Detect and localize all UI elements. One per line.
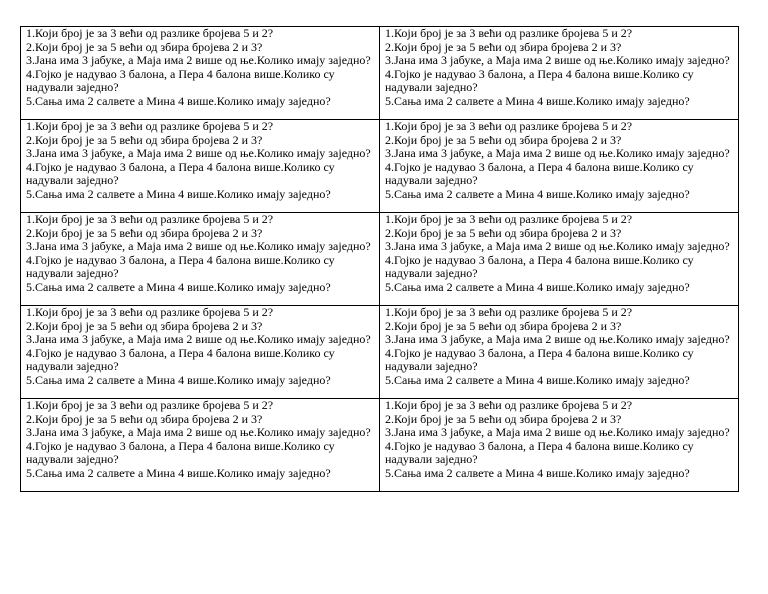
problem-text: 5.Сања има 2 салвете а Мина 4 више.Колико имају заједно? (385, 279, 690, 294)
problem-text: 1.Који број је за 3 већи од разлике бројева 5 и 2? (26, 398, 274, 412)
problem-text: 5.Сања има 2 салвете а Мина 4 више.Колико имају заједно? (385, 93, 690, 108)
problem-text: 2.Који број је за 5 већи од збира бројева 2 и 3? (26, 225, 263, 240)
problem-text: 3.Јана има 3 јабуке, а Маја има 2 више од ње.Колико имају заједно? (385, 239, 730, 253)
problem-text: 5.Сања има 2 салвете а Мина 4 више.Колико имају заједно? (26, 93, 331, 108)
problem-text: 3.Јана има 3 јабуке, а Маја има 2 више од ње.Колико имају заједно? (385, 146, 730, 160)
problem-text: 4.Гојко је надувао 3 балона, а Пера 4 балона више.Колико су надували заједно? (385, 159, 694, 187)
problem-text: 4.Гојко је надувао 3 балона, а Пера 4 балона више.Колико су надували заједно? (26, 438, 335, 466)
problem-text: 4.Гојко је надувао 3 балона, а Пера 4 балона више.Колико су надували заједно? (385, 252, 694, 280)
problem-text: 3.Јана има 3 јабуке, а Маја има 2 више од ње.Колико имају заједно? (26, 146, 371, 160)
worksheet-cell (21, 399, 380, 492)
worksheet-cell (21, 120, 380, 213)
problem-text: 1.Који број је за 3 већи од разлике бројева 5 и 2? (26, 305, 274, 319)
problem-text: 4.Гојко је надувао 3 балона, а Пера 4 балона више.Колико су надували заједно? (385, 345, 694, 373)
problem-text: 2.Који број је за 5 већи од збира бројева 2 и 3? (385, 411, 622, 426)
problem-text: 1.Који број је за 3 већи од разлике бројева 5 и 2? (385, 398, 633, 412)
problem-text: 4.Гојко је надувао 3 балона, а Пера 4 балона више.Колико су надували заједно? (385, 66, 694, 94)
problem-text: 1.Који број је за 3 већи од разлике бројева 5 и 2? (385, 212, 633, 226)
problem-text: 2.Који број је за 5 већи од збира бројева 2 и 3? (26, 39, 263, 54)
problem-text: 1.Који број је за 3 већи од разлике бројева 5 и 2? (385, 26, 633, 40)
worksheet-cell (380, 27, 739, 120)
problem-text: 3.Јана има 3 јабуке, а Маја има 2 више од ње.Колико имају заједно? (385, 332, 730, 346)
worksheet-row (21, 399, 739, 492)
worksheet-cell (21, 27, 380, 120)
problem-text: 5.Сања има 2 салвете а Мина 4 више.Колико имају заједно? (385, 372, 690, 387)
problem-text: 5.Сања има 2 салвете а Мина 4 више.Колико имају заједно? (385, 465, 690, 480)
problem-text: 3.Јана има 3 јабуке, а Маја има 2 више од ње.Колико имају заједно? (26, 53, 371, 67)
worksheet-row (21, 306, 739, 399)
problem-text: 4.Гојко је надувао 3 балона, а Пера 4 балона више.Колико су надували заједно? (385, 438, 694, 466)
problem-text: 5.Сања има 2 салвете а Мина 4 више.Колико имају заједно? (26, 465, 331, 480)
worksheet-row (21, 27, 739, 120)
worksheet-cell (380, 213, 739, 306)
problem-text: 1.Који број је за 3 већи од разлике бројева 5 и 2? (385, 119, 633, 133)
problem-text: 3.Јана има 3 јабуке, а Маја има 2 више од ње.Колико имају заједно? (26, 425, 371, 439)
problem-text: 1.Који број је за 3 већи од разлике бројева 5 и 2? (385, 305, 633, 319)
worksheet-cell (21, 306, 380, 399)
worksheet-row (21, 213, 739, 306)
problem-text: 2.Који број је за 5 већи од збира бројева 2 и 3? (385, 318, 622, 333)
problem-text: 2.Који број је за 5 већи од збира бројева 2 и 3? (385, 39, 622, 54)
problem-text: 3.Јана има 3 јабуке, а Маја има 2 више од ње.Колико имају заједно? (385, 425, 730, 439)
problem-text: 3.Јана има 3 јабуке, а Маја има 2 више од ње.Колико имају заједно? (26, 239, 371, 253)
problem-text: 2.Који број је за 5 већи од збира бројева 2 и 3? (26, 318, 263, 333)
worksheet-row (21, 120, 739, 213)
problem-text: 1.Који број је за 3 већи од разлике бројева 5 и 2? (26, 119, 274, 133)
problem-text: 1.Који број је за 3 већи од разлике бројева 5 и 2? (26, 26, 274, 40)
worksheet-cell (380, 399, 739, 492)
problem-text: 3.Јана има 3 јабуке, а Маја има 2 више од ње.Колико имају заједно? (385, 53, 730, 67)
problem-text: 1.Који број је за 3 већи од разлике бројева 5 и 2? (26, 212, 274, 226)
problem-text: 2.Који број је за 5 већи од збира бројева 2 и 3? (385, 225, 622, 240)
problem-text: 5.Сања има 2 салвете а Мина 4 више.Колико имају заједно? (26, 279, 331, 294)
problem-text: 3.Јана има 3 јабуке, а Маја има 2 више од ње.Колико имају заједно? (26, 332, 371, 346)
problem-text: 2.Који број је за 5 већи од збира бројева 2 и 3? (385, 132, 622, 147)
problem-text: 4.Гојко је надувао 3 балона, а Пера 4 балона више.Колико су надували заједно? (26, 345, 335, 373)
problem-text: 5.Сања има 2 салвете а Мина 4 више.Колико имају заједно? (26, 372, 331, 387)
problem-text: 4.Гојко је надувао 3 балона, а Пера 4 балона више.Колико су надували заједно? (26, 66, 335, 94)
worksheet-cell (380, 306, 739, 399)
worksheet-cell (380, 120, 739, 213)
worksheet-table (20, 26, 739, 492)
problem-text: 5.Сања има 2 салвете а Мина 4 више.Колико имају заједно? (385, 186, 690, 201)
problem-text: 2.Који број је за 5 већи од збира бројева 2 и 3? (26, 411, 263, 426)
worksheet-cell (21, 213, 380, 306)
worksheet-body (21, 27, 739, 492)
problem-text: 5.Сања има 2 салвете а Мина 4 више.Колико имају заједно? (26, 186, 331, 201)
problem-text: 4.Гојко је надувао 3 балона, а Пера 4 балона више.Колико су надували заједно? (26, 159, 335, 187)
problem-text: 2.Који број је за 5 већи од збира бројева 2 и 3? (26, 132, 263, 147)
problem-text: 4.Гојко је надувао 3 балона, а Пера 4 балона више.Колико су надували заједно? (26, 252, 335, 280)
